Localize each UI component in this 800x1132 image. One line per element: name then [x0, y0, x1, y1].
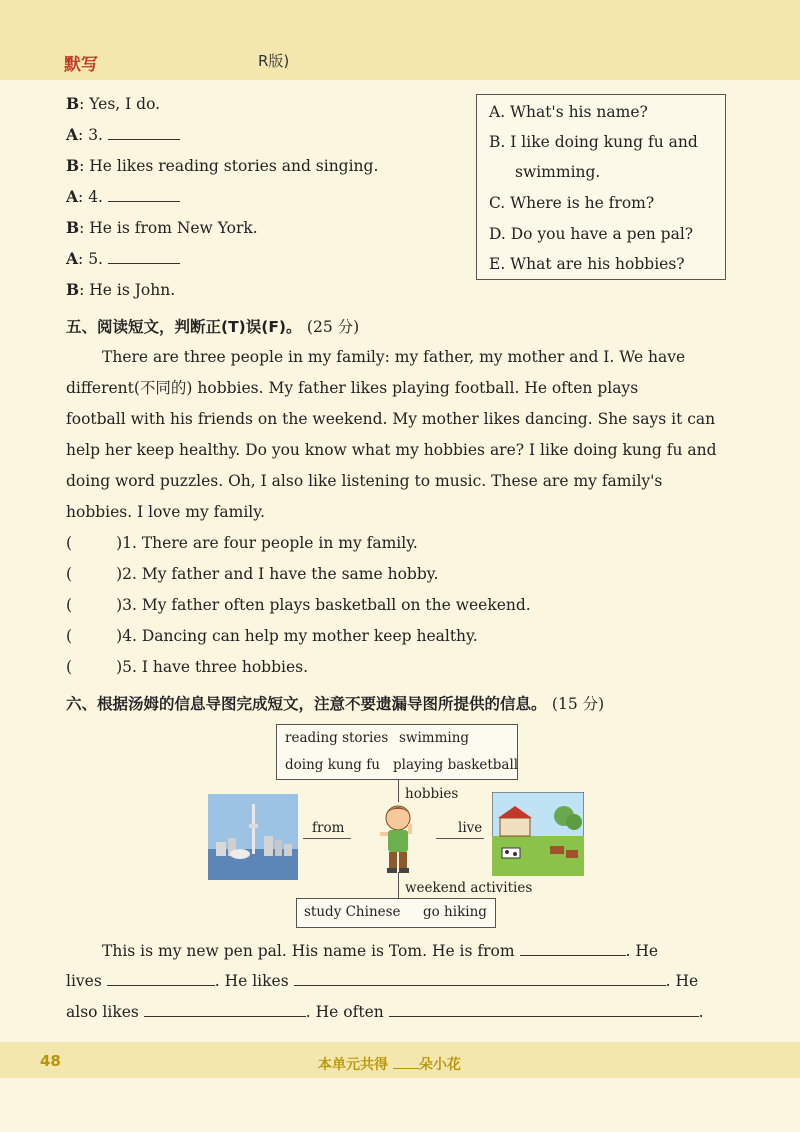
dialogue-line: A: 3.: [66, 125, 180, 144]
answer-blank[interactable]: [520, 941, 626, 956]
hobby-item: playing basketball: [393, 757, 519, 773]
dialogue-line: B: He likes reading stories and singing.: [66, 156, 379, 175]
city-skyline-image: [208, 794, 298, 880]
option-e: E. What are his hobbies?: [489, 255, 685, 273]
dialogue-line: B: He is John.: [66, 280, 176, 299]
from-line: [303, 838, 351, 839]
header-band: [0, 0, 800, 80]
boy-tom-icon: [372, 800, 424, 878]
dialogue-line: A: 5.: [66, 249, 180, 268]
section5-passage: [66, 342, 730, 528]
writing-line-1: This is my new pen pal. His name is Tom. He is from . He: [102, 942, 659, 960]
from-label: from: [312, 820, 345, 836]
answer-blank[interactable]: [144, 1002, 306, 1017]
page-number: 48: [40, 1052, 61, 1070]
option-c: C. Where is he from?: [489, 194, 655, 212]
answer-blank[interactable]: [294, 971, 666, 986]
options-box: [476, 94, 726, 280]
tf-blank[interactable]: [72, 565, 116, 579]
tf-item: ( )3. My father often plays basketball on the weekend.: [66, 596, 531, 614]
passage-line: hobbies. I love my family.: [66, 503, 265, 521]
tf-blank[interactable]: [72, 534, 116, 548]
hobby-item: reading stories: [285, 730, 389, 746]
option-b-cont: swimming.: [515, 163, 601, 181]
passage-line: There are three people in my family: my father, my mother and I. We have: [102, 348, 686, 366]
header-edition: R版): [258, 52, 290, 70]
farm-image: [492, 792, 584, 876]
tf-item: ( )1. There are four people in my family.: [66, 534, 418, 552]
dialogue-line: B: Yes, I do.: [66, 94, 161, 113]
weekend-item: study Chinese: [304, 904, 401, 920]
header-title: 默写: [64, 55, 98, 75]
answer-blank[interactable]: [108, 249, 180, 264]
passage-line: football with his friends on the weekend. My mother likes dancing. She says it can: [66, 410, 716, 428]
tf-blank[interactable]: [72, 658, 116, 672]
section6-title: 六、根据汤姆的信息导图完成短文，注意不要遗漏导图所提供的信息。 (15 分): [66, 695, 605, 713]
tf-item: ( )4. Dancing can help my mother keep healthy.: [66, 627, 478, 645]
connector-line: [398, 780, 399, 802]
option-a: A. What's his name?: [489, 103, 648, 121]
passage-line: help her keep healthy. Do you know what my hobbies are? I like doing kung fu and: [66, 441, 717, 459]
answer-blank[interactable]: [389, 1002, 699, 1017]
hobby-item: doing kung fu: [285, 757, 380, 773]
option-d: D. Do you have a pen pal?: [489, 225, 694, 243]
section5-title: 五、阅读短文，判断正(T)误(F)。 (25 分): [66, 318, 360, 336]
flower-count: 本单元共得 朵小花: [318, 1057, 461, 1073]
hobby-item: swimming: [399, 730, 470, 746]
weekend-box: [296, 898, 496, 928]
weekend-label: weekend activities: [405, 880, 533, 896]
passage-line: doing word puzzles. Oh, I also like listening to music. These are my family's: [66, 472, 663, 490]
live-line: [436, 838, 484, 839]
tf-item: ( )2. My father and I have the same hobby.: [66, 565, 439, 583]
live-label: live: [458, 820, 483, 836]
dialogue-line: A: 4.: [66, 187, 180, 206]
tf-blank[interactable]: [72, 627, 116, 641]
answer-blank[interactable]: [107, 971, 215, 986]
writing-line-3: also likes . He often .: [66, 1003, 704, 1021]
option-b: B. I like doing kung fu and: [489, 133, 698, 151]
hobbies-box: [276, 724, 518, 780]
weekend-item: go hiking: [423, 904, 487, 920]
passage-line: different(不同的) hobbies. My father likes playing football. He often plays: [66, 379, 639, 397]
writing-line-2: lives . He likes . He: [66, 972, 699, 990]
connector-line: [398, 872, 399, 898]
dialogue-line: B: He is from New York.: [66, 218, 258, 237]
answer-blank[interactable]: [108, 187, 180, 202]
tf-item: ( )5. I have three hobbies.: [66, 658, 309, 676]
answer-blank[interactable]: [108, 125, 180, 140]
hobbies-label: hobbies: [405, 786, 459, 802]
tf-blank[interactable]: [72, 596, 116, 610]
